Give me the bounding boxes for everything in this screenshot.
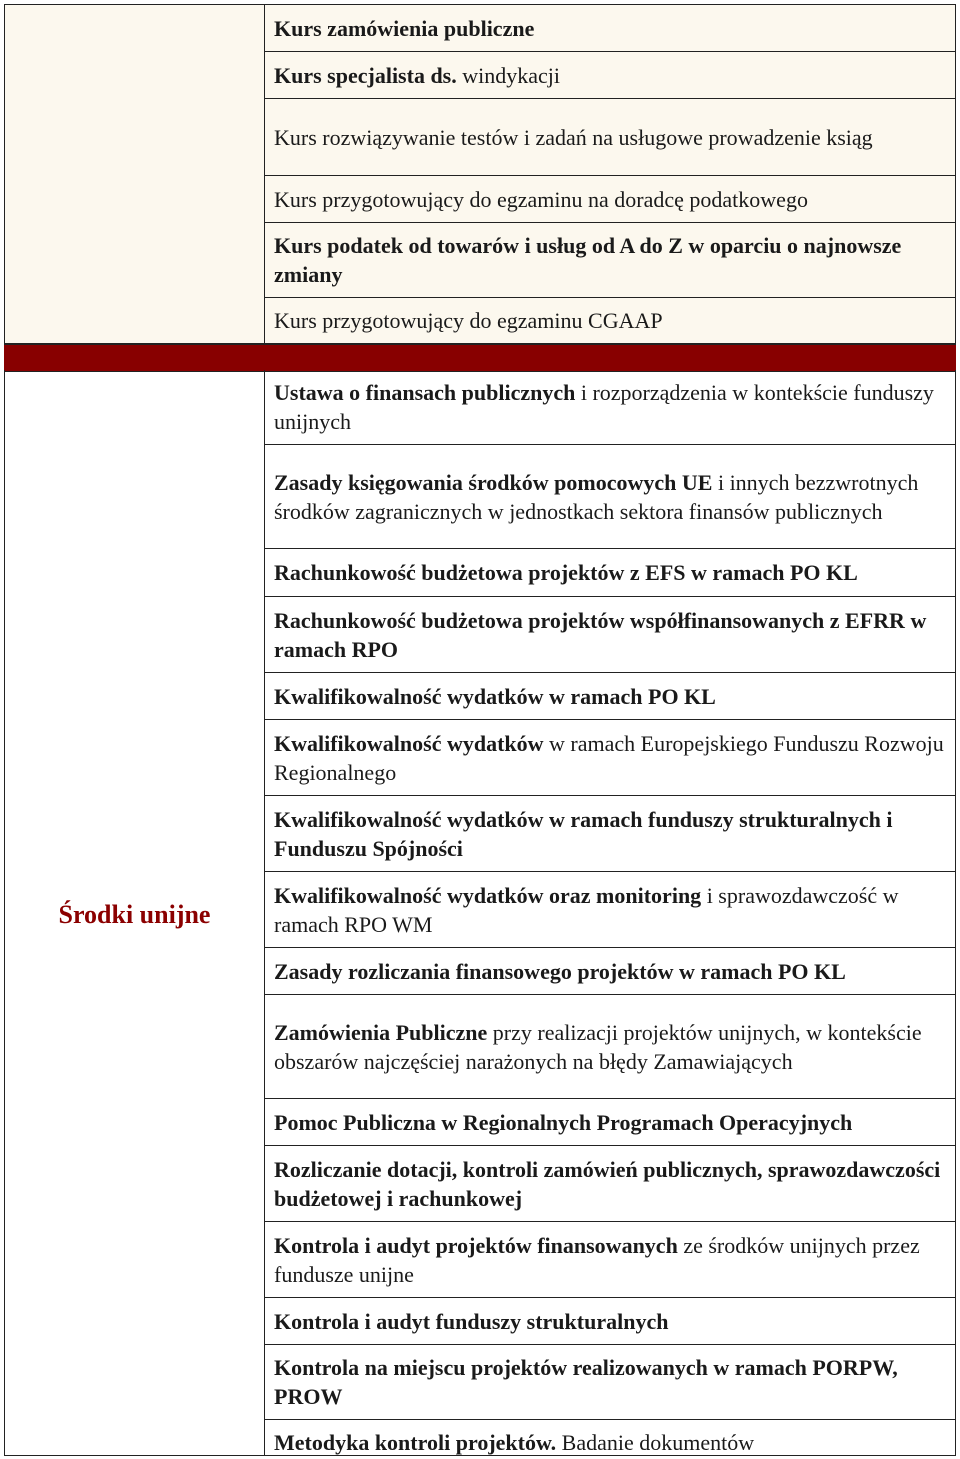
section-separator-band	[4, 344, 956, 372]
list-item[interactable]: Rozliczanie dotacji, kontroli zamówień publicznych, sprawozdawczości budżetowej i rachunkowej	[265, 1146, 956, 1222]
list-item[interactable]: Zasady księgowania środków pomocowych UE i innych bezzwrotnych środków zagranicznych w jednostkach sektora finansów publicznych	[265, 445, 956, 549]
category-cell-eu	[4, 370, 265, 1456]
list-item[interactable]: Kurs zamówienia publiczne	[265, 4, 956, 52]
list-item[interactable]: Kwalifikowalność wydatków w ramach Europejskiego Funduszu Rozwoju Regionalnego	[265, 720, 956, 796]
list-item[interactable]: Rachunkowość budżetowa projektów z EFS w ramach PO KL	[265, 549, 956, 597]
list-item[interactable]: Kwalifikowalność wydatków w ramach funduszy strukturalnych i Funduszu Spójności	[265, 796, 956, 872]
list-item[interactable]: Pomoc Publiczna w Regionalnych Programach Operacyjnych	[265, 1099, 956, 1146]
list-item[interactable]: Kontrola na miejscu projektów realizowanych w ramach PORPW, PROW	[265, 1345, 956, 1420]
list-item[interactable]: Zasady rozliczania finansowego projektów w ramach PO KL	[265, 948, 956, 995]
list-item[interactable]: Kurs przygotowujący do egzaminu na doradcę podatkowego	[265, 176, 956, 223]
list-item[interactable]: Kurs przygotowujący do egzaminu CGAAP	[265, 298, 956, 344]
list-item[interactable]: Zamówienia Publiczne przy realizacji projektów unijnych, w kontekście obszarów najczęściej narażonych na błędy Zamawiających	[265, 995, 956, 1099]
list-item[interactable]: Kwalifikowalność wydatków w ramach PO KL	[265, 673, 956, 720]
category-label-eu: Środki unijne	[58, 900, 211, 929]
list-item[interactable]: Metodyka kontroli projektów. Badanie dokumentów	[265, 1420, 956, 1456]
category-cell-top	[4, 4, 265, 344]
list-item[interactable]: Rachunkowość budżetowa projektów współfinansowanych z EFRR w ramach RPO	[265, 597, 956, 673]
list-item[interactable]: Kurs specjalista ds. windykacji	[265, 52, 956, 99]
list-item[interactable]: Kontrola i audyt projektów finansowanych ze środków unijnych przez fundusze unijne	[265, 1222, 956, 1298]
list-item[interactable]: Ustawa o finansach publicznych i rozporządzenia w kontekście funduszy unijnych	[265, 370, 956, 445]
list-item[interactable]: Kontrola i audyt funduszy strukturalnych	[265, 1298, 956, 1345]
list-item[interactable]: Kurs podatek od towarów i usług od A do Z w oparciu o najnowsze zmiany	[265, 223, 956, 298]
list-item[interactable]: Kwalifikowalność wydatków oraz monitoring i sprawozdawczość w ramach RPO WM	[265, 872, 956, 948]
list-item[interactable]: Kurs rozwiązywanie testów i zadań na usługowe prowadzenie ksiąg	[265, 99, 956, 176]
